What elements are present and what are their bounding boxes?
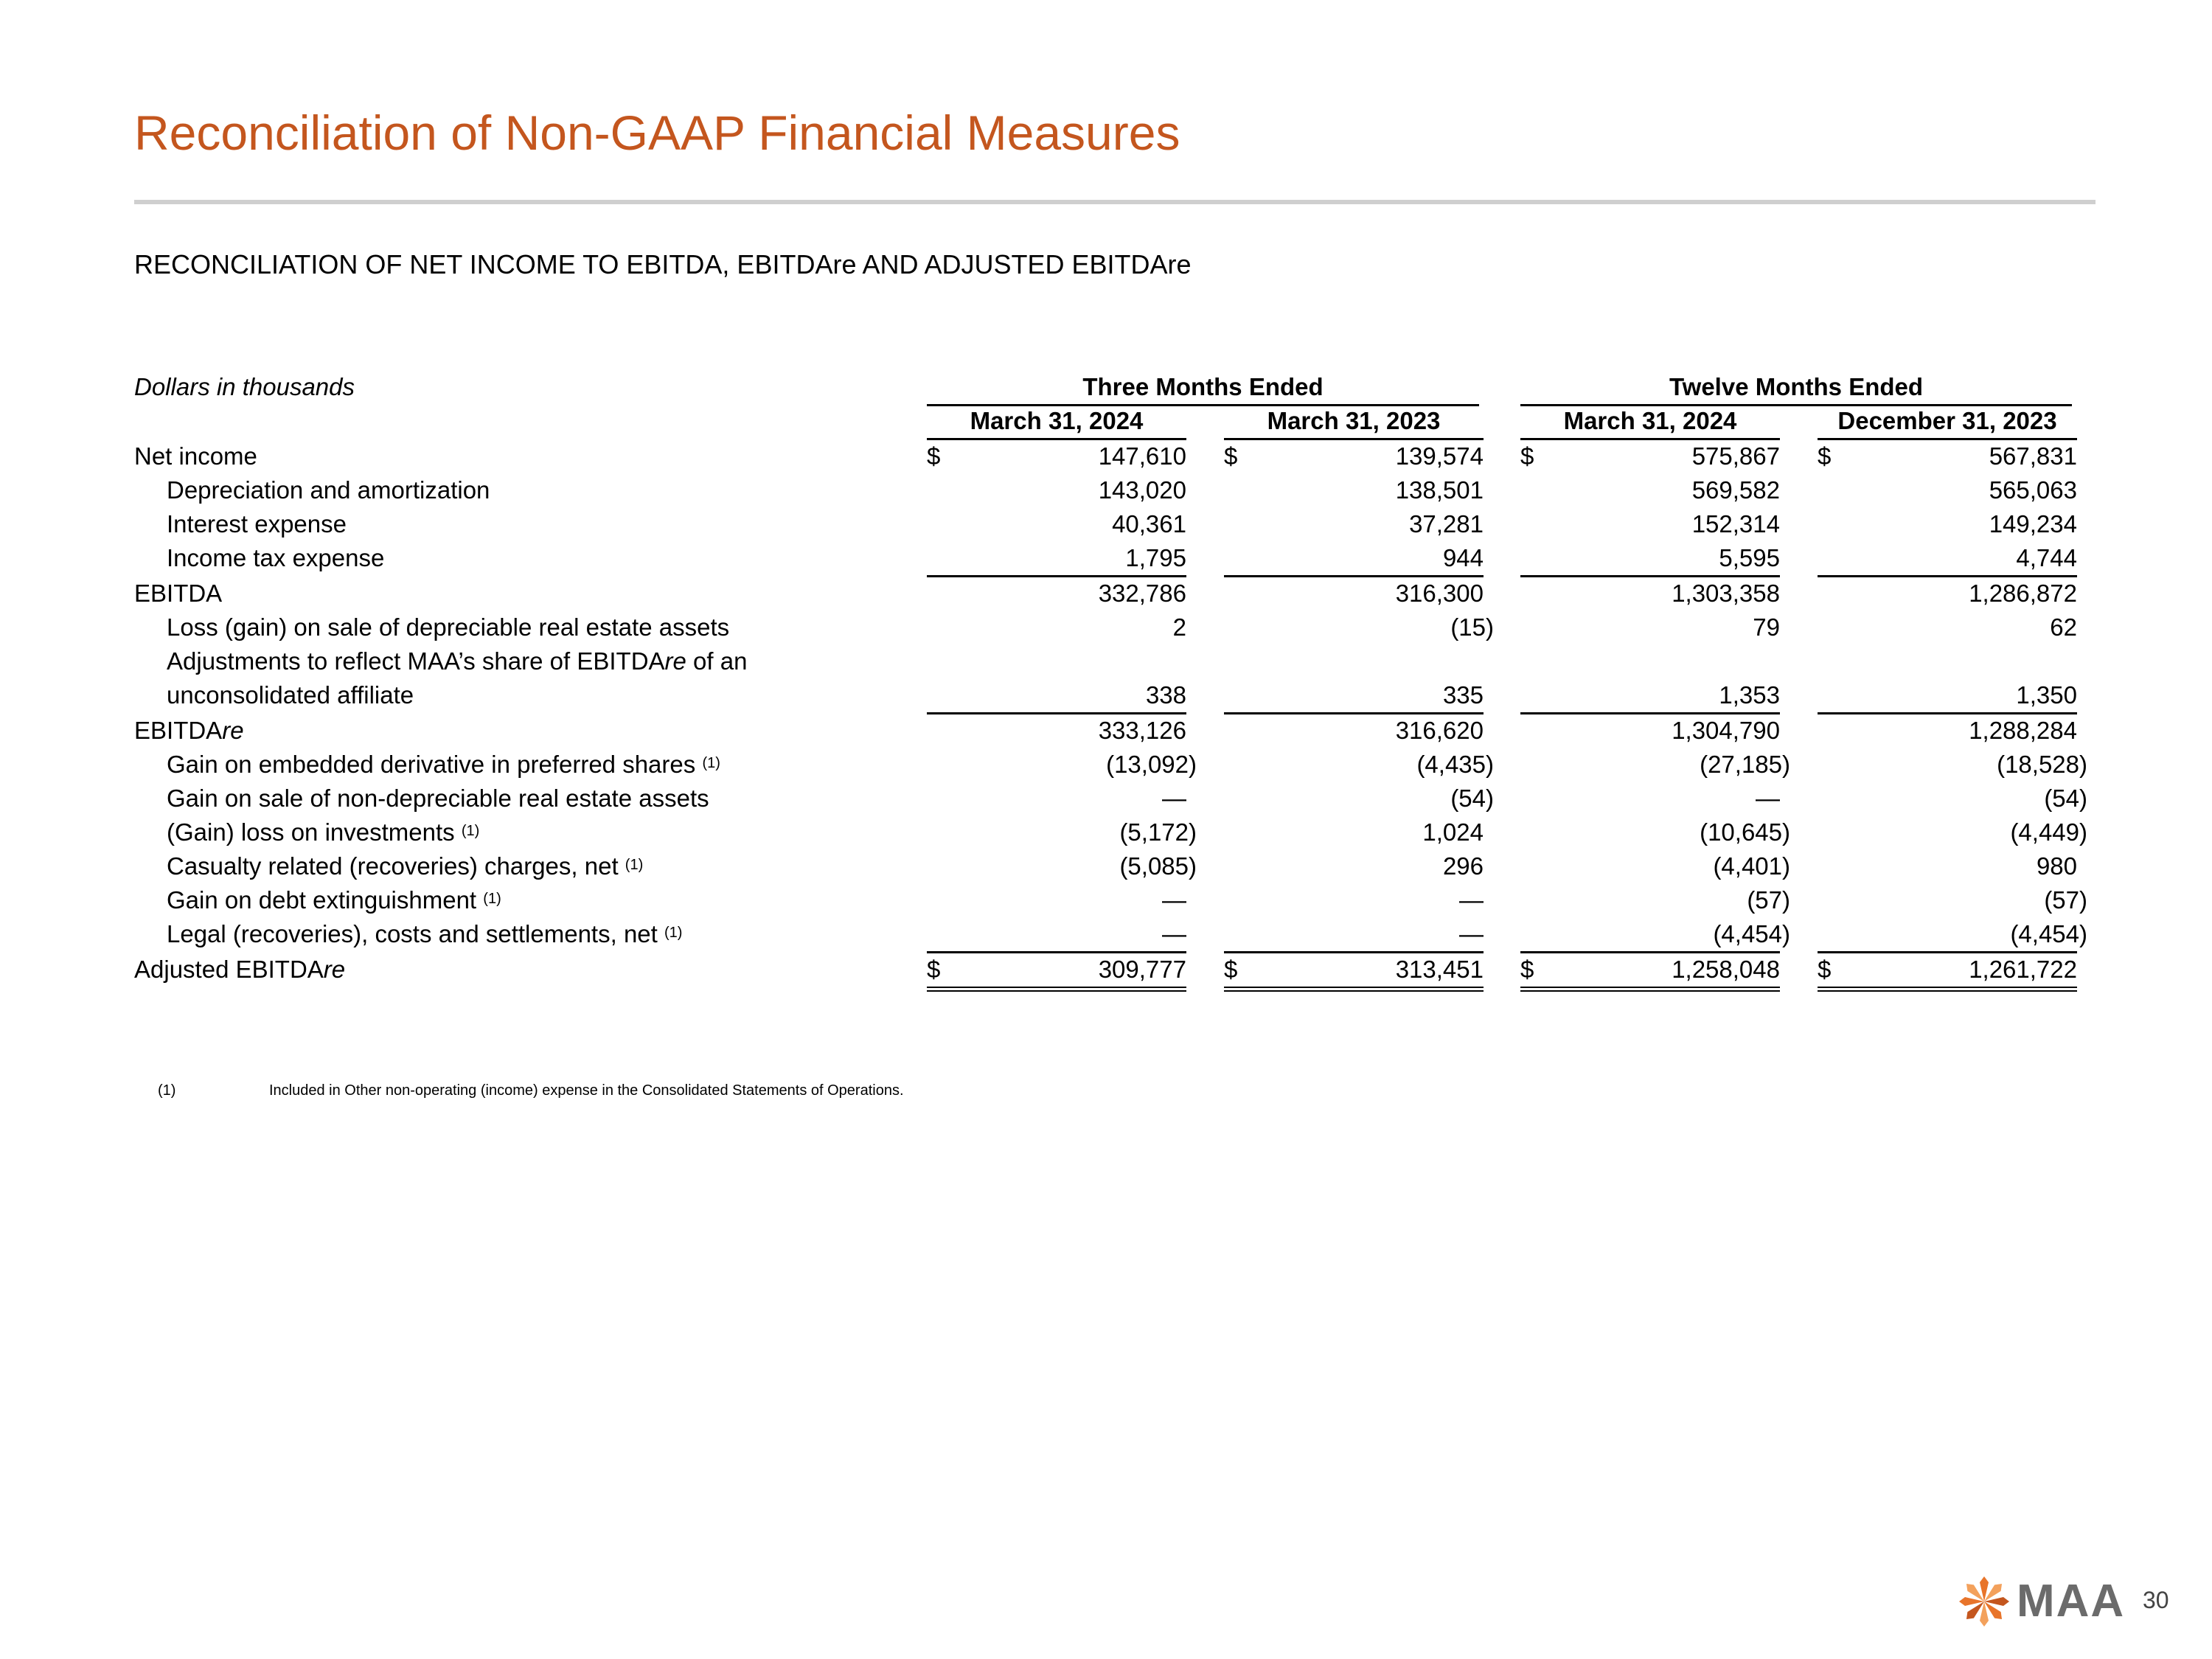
table-cell: $ 1,261,722: [1818, 953, 2077, 992]
table-cell: 2: [1172, 613, 1186, 641]
row-label: Adjustments to reflect MAA’s share of EBITDAre of an: [167, 647, 748, 675]
footnote-ref: (1): [461, 823, 480, 839]
table-row: [0, 849, 2212, 883]
table-cell: $ 313,451: [1224, 953, 1484, 992]
table-row: [0, 439, 2212, 473]
table-cell: 149,234: [1989, 510, 2077, 538]
title-divider: [134, 200, 2096, 204]
table-cell: (13,092): [1106, 751, 1197, 778]
row-label: Loss (gain) on sale of depreciable real estate assets: [167, 613, 730, 641]
table-cell: (5,085): [1119, 852, 1197, 880]
table-cell: (18,528): [1997, 751, 2087, 778]
maa-logo-icon: [1958, 1575, 2011, 1628]
table-cell: (15): [1450, 613, 1494, 641]
table-row: [0, 507, 2212, 541]
table-row: [0, 678, 2212, 712]
table-cell: 1,353: [1520, 678, 1780, 714]
footnote-text: Included in Other non-operating (income) expense in the Consolidated Statements of Operations.: [269, 1082, 904, 1099]
table-cell: —: [1459, 886, 1484, 914]
table-cell: 296: [1442, 852, 1484, 880]
table-cell: 1,304,790: [1672, 717, 1780, 744]
table-row: [0, 782, 2212, 815]
table-row: [0, 917, 2212, 951]
table-cell: $ 1,258,048: [1520, 953, 1780, 992]
table-cell: (10,645): [1700, 818, 1790, 846]
table-row-label-continued: [0, 644, 2212, 678]
table-cell: (54): [1450, 785, 1494, 812]
table-cell: (54): [2044, 785, 2087, 812]
table-cell: 332,786: [1098, 580, 1186, 607]
table-cell: 1,024: [1422, 818, 1484, 846]
table-cell: (4,449): [2010, 818, 2087, 846]
table-row: [0, 714, 2212, 748]
row-label: Income tax expense: [167, 544, 385, 571]
footnote-ref: (1): [664, 925, 683, 941]
table-cell: 138,501: [1395, 476, 1484, 504]
group-header-three-months: Three Months Ended: [1082, 373, 1324, 400]
row-label: Casualty related (recoveries) charges, net $^{(1)}$: [167, 852, 644, 880]
table-cell: 143,020: [1098, 476, 1186, 504]
table-cell: $ 139,574: [1224, 442, 1484, 470]
table-cell: (57): [2044, 886, 2087, 914]
group-header-twelve-months: Twelve Months Ended: [1669, 373, 1924, 400]
table-cell: (4,435): [1416, 751, 1494, 778]
table-cell: 338: [927, 678, 1186, 714]
table-cell: 565,063: [1989, 476, 2077, 504]
table-cell: 1,286,872: [1969, 580, 2077, 607]
group-underline: [1520, 404, 2072, 406]
table-row: [0, 577, 2212, 611]
table-cell: 40,361: [1112, 510, 1186, 538]
page-number: 30: [2143, 1587, 2169, 1613]
table-cell: 152,314: [1691, 510, 1780, 538]
row-label: Gain on embedded derivative in preferred shares $^{(1)}$: [167, 751, 720, 778]
table-cell: —: [1162, 886, 1186, 914]
table-cell: 62: [2050, 613, 2077, 641]
table-cell: 333,126: [1098, 717, 1186, 744]
row-label: Gain on sale of non-depreciable real estate assets: [167, 785, 709, 812]
row-label: unconsolidated affiliate: [167, 681, 414, 709]
table-cell: (4,454): [1520, 917, 1780, 953]
page-title: Reconciliation of Non-GAAP Financial Measures: [134, 105, 1180, 160]
table-cell: —: [1224, 917, 1484, 953]
table-row-total: [0, 953, 2212, 987]
brand-name: MAA: [2017, 1576, 2126, 1627]
footnote-ref: (1): [702, 755, 720, 771]
table-row: [0, 748, 2212, 782]
table-row: [0, 541, 2212, 575]
table-row: [0, 473, 2212, 507]
column-header: March 31, 2024: [970, 407, 1144, 434]
table-cell: 5,595: [1520, 541, 1780, 577]
row-label: (Gain) loss on investments $^{(1)}$: [167, 818, 480, 846]
table-cell: 1,288,284: [1969, 717, 2077, 744]
table-subtitle: RECONCILIATION OF NET INCOME TO EBITDA, EBITDAre AND ADJUSTED EBITDAre: [134, 249, 1192, 279]
row-label: Adjusted EBITDAre: [134, 956, 346, 983]
units-label: Dollars in thousands: [134, 373, 355, 400]
table-cell: —: [927, 917, 1186, 953]
table-cell: —: [1162, 785, 1186, 812]
row-label: EBITDAre: [134, 717, 244, 744]
table-cell: 1,303,358: [1672, 580, 1780, 607]
table-row: [0, 611, 2212, 644]
table-cell: (57): [1747, 886, 1790, 914]
row-label: Legal (recoveries), costs and settlements, net $^{(1)}$: [167, 920, 683, 947]
table-cell: 944: [1224, 541, 1484, 577]
table-cell: $ 147,610: [927, 442, 1186, 470]
footnote-ref: (1): [483, 891, 501, 907]
table-cell: (4,454): [1818, 917, 2077, 953]
table-cell: 37,281: [1409, 510, 1484, 538]
table-row: [0, 815, 2212, 849]
column-header: March 31, 2023: [1267, 407, 1441, 434]
footnote-marker: (1): [158, 1082, 176, 1099]
group-underline: [927, 404, 1479, 406]
table-cell: (27,185): [1700, 751, 1790, 778]
table-cell: 1,350: [1818, 678, 2077, 714]
table-cell: 1,795: [927, 541, 1186, 577]
table-cell: 335: [1224, 678, 1484, 714]
row-label: Depreciation and amortization: [167, 476, 490, 504]
table-cell: —: [1756, 785, 1780, 812]
table-cell: (4,401): [1713, 852, 1790, 880]
table-cell: 4,744: [1818, 541, 2077, 577]
column-header: December 31, 2023: [1837, 407, 2057, 434]
row-label: EBITDA: [134, 580, 223, 607]
row-label: Interest expense: [167, 510, 347, 538]
row-label: Net income: [134, 442, 257, 470]
footnote-ref: (1): [625, 857, 644, 873]
table-cell: $ 309,777: [927, 953, 1186, 992]
table-cell: 569,582: [1691, 476, 1780, 504]
table-cell: 316,620: [1395, 717, 1484, 744]
column-header: March 31, 2024: [1563, 407, 1737, 434]
table-cell: 316,300: [1395, 580, 1484, 607]
table-cell: 79: [1753, 613, 1780, 641]
table-cell: 980: [2036, 852, 2077, 880]
table-cell: $ 567,831: [1818, 442, 2077, 470]
table-cell: (5,172): [1119, 818, 1197, 846]
row-label: Gain on debt extinguishment $^{(1)}$: [167, 886, 501, 914]
table-row: [0, 883, 2212, 917]
table-cell: $ 575,867: [1520, 442, 1780, 470]
